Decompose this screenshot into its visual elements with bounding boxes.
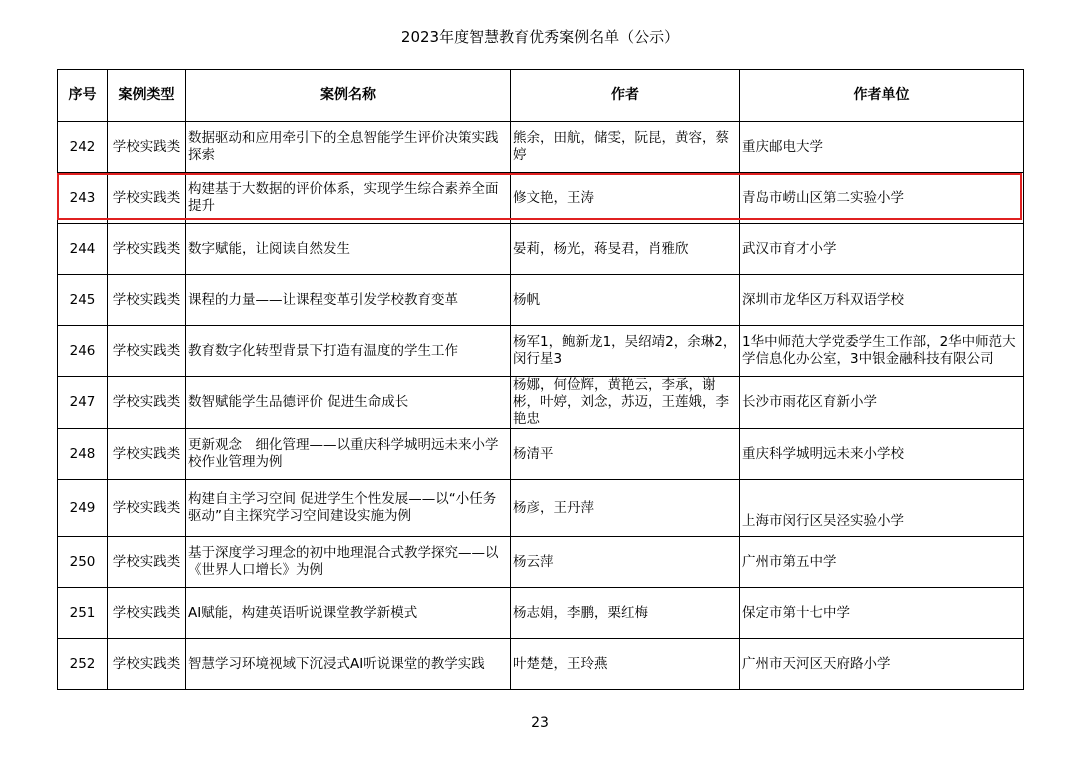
cell-author: 杨军1，鲍新龙1，吴绍靖2，余琳2，闵行星3 <box>511 326 740 377</box>
cell-case-type: 学校实践类 <box>108 377 186 429</box>
header-author-unit: 作者单位 <box>740 70 1024 122</box>
cell-author-unit: 保定市第十七中学 <box>740 588 1024 639</box>
cell-serial-number: 247 <box>58 377 108 429</box>
cell-case-type: 学校实践类 <box>108 326 186 377</box>
cell-case-name: 更新观念 细化管理——以重庆科学城明远未来小学校作业管理为例 <box>186 429 511 480</box>
header-case-name: 案例名称 <box>186 70 511 122</box>
table-row <box>58 275 1024 326</box>
table-row <box>58 537 1024 588</box>
cell-author: 杨彦，王丹萍 <box>511 480 740 537</box>
cell-serial-number: 245 <box>58 275 108 326</box>
cell-serial-number: 243 <box>58 173 108 224</box>
cell-author: 晏莉，杨光，蒋旻君，肖雅欣 <box>511 224 740 275</box>
cell-case-type: 学校实践类 <box>108 639 186 690</box>
cell-case-type: 学校实践类 <box>108 224 186 275</box>
cell-author: 杨志娟，李鹏，栗红梅 <box>511 588 740 639</box>
header-serial-number: 序号 <box>58 70 108 122</box>
cell-author-unit: 深圳市龙华区万科双语学校 <box>740 275 1024 326</box>
cell-author-unit: 重庆邮电大学 <box>740 122 1024 173</box>
table-row <box>58 224 1024 275</box>
case-list-table <box>57 69 1024 690</box>
cell-serial-number: 250 <box>58 537 108 588</box>
table-row <box>58 429 1024 480</box>
cell-case-name: 智慧学习环境视域下沉浸式AI听说课堂的教学实践 <box>186 639 511 690</box>
cell-case-type: 学校实践类 <box>108 429 186 480</box>
cell-serial-number: 252 <box>58 639 108 690</box>
cell-author: 熊余，田航，储雯，阮昆，黄容，蔡婷 <box>511 122 740 173</box>
cell-author-unit: 广州市天河区天府路小学 <box>740 639 1024 690</box>
cell-author-unit: 1华中师范大学党委学生工作部，2华中师范大学信息化办公室，3中银金融科技有限公司 <box>740 326 1024 377</box>
cell-serial-number: 246 <box>58 326 108 377</box>
cell-author-unit: 长沙市雨花区育新小学 <box>740 377 1024 429</box>
cell-serial-number: 242 <box>58 122 108 173</box>
table-row <box>58 377 1024 429</box>
table-row <box>58 122 1024 173</box>
table-row-highlighted <box>58 173 1024 224</box>
table-row <box>58 480 1024 537</box>
table-row <box>58 326 1024 377</box>
cell-author-unit: 广州市第五中学 <box>740 537 1024 588</box>
table-row <box>58 588 1024 639</box>
page-number: 23 <box>531 715 549 731</box>
cell-serial-number: 244 <box>58 224 108 275</box>
cell-serial-number: 249 <box>58 480 108 537</box>
cell-case-type: 学校实践类 <box>108 173 186 224</box>
cell-case-name: 构建基于大数据的评价体系，实现学生综合素养全面提升 <box>186 173 511 224</box>
cell-case-name: 课程的力量——让课程变革引发学校教育变革 <box>186 275 511 326</box>
cell-case-name: 数字赋能，让阅读自然发生 <box>186 224 511 275</box>
cell-case-type: 学校实践类 <box>108 275 186 326</box>
cell-case-type: 学校实践类 <box>108 480 186 537</box>
table-row <box>58 639 1024 690</box>
cell-author-unit: 武汉市育才小学 <box>740 224 1024 275</box>
cell-author: 杨娜，何俭辉，黄艳云，李承，谢彬，叶婷，刘念，苏迈，王莲娥，李艳忠 <box>511 377 740 429</box>
cell-case-name: 数智赋能学生品德评价 促进生命成长 <box>186 377 511 429</box>
cell-case-type: 学校实践类 <box>108 122 186 173</box>
cell-author: 修文艳，王涛 <box>511 173 740 224</box>
cell-author: 叶楚楚，王玲燕 <box>511 639 740 690</box>
cell-case-name: 教育数字化转型背景下打造有温度的学生工作 <box>186 326 511 377</box>
header-author: 作者 <box>511 70 740 122</box>
document-title: 2023年度智慧教育优秀案例名单（公示） <box>400 28 680 46</box>
cell-author: 杨清平 <box>511 429 740 480</box>
table-header-row <box>58 70 1024 122</box>
cell-case-type: 学校实践类 <box>108 537 186 588</box>
cell-serial-number: 248 <box>58 429 108 480</box>
cell-case-type: 学校实践类 <box>108 588 186 639</box>
cell-serial-number: 251 <box>58 588 108 639</box>
cell-case-name: 数据驱动和应用牵引下的全息智能学生评价决策实践探索 <box>186 122 511 173</box>
cell-author-unit: 上海市闵行区吴泾实验小学 <box>740 480 1024 537</box>
cell-author: 杨帆 <box>511 275 740 326</box>
cell-case-name: 构建自主学习空间 促进学生个性发展——以“小任务驱动”自主探究学习空间建设实施为例 <box>186 480 511 537</box>
cell-case-name: 基于深度学习理念的初中地理混合式教学探究——以《世界人口增长》为例 <box>186 537 511 588</box>
cell-author: 杨云萍 <box>511 537 740 588</box>
header-case-type: 案例类型 <box>108 70 186 122</box>
cell-case-name: AI赋能，构建英语听说课堂教学新模式 <box>186 588 511 639</box>
cell-author-unit: 重庆科学城明远未来小学校 <box>740 429 1024 480</box>
cell-author-unit: 青岛市崂山区第二实验小学 <box>740 173 1024 224</box>
